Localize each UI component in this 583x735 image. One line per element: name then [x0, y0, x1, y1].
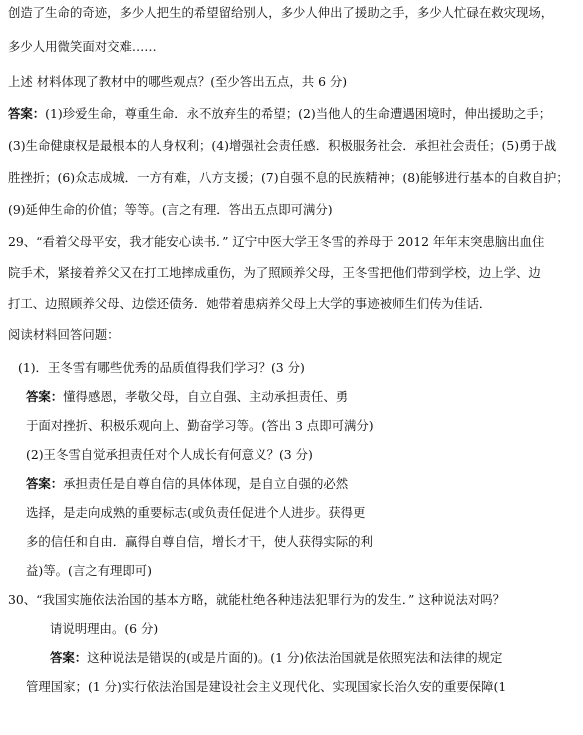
- answer-line: 答案：承担责任是自尊自信的具体体现，是自立自强的必然: [26, 476, 349, 491]
- question-line: 打工、边照顾养父母、边偿还债务．她带着患病养父母上大学的事迹被师生们传为佳话．: [8, 296, 492, 311]
- answer-line: (3)生命健康权是最根本的人身权利；(4)增强社会责任感．积极服务社会．承担社会责任；(5)勇于战: [8, 138, 557, 153]
- answer-line: 答案：懂得感恩，孝敬父母，自立自强、主动承担责任、勇: [26, 389, 349, 404]
- question-line: 院手术，紧接着养父又在打工地摔成重伤，为了照顾养父母，王冬雪把他们带到学校，边上学、边: [8, 265, 541, 280]
- answer-line: 胜挫折；(6)众志成城．一方有难，八方支援；(7)自强不息的民族精神；(8)能够进行基本的自救自护；: [8, 170, 569, 185]
- text-line: 多少人用微笑面对交难……: [8, 39, 157, 54]
- question-line: 上述 材料体现了教材中的哪些观点？(至少答出五点，共 6 分): [8, 74, 348, 89]
- answer-line: 多的信任和自由．赢得自尊自信，增长才干，使人获得实际的利: [26, 534, 373, 549]
- text-line: 创造了生命的奇迹，多少人把生的希望留给别人，多少人伸出了援助之手，多少人忙碌在救灾现场，: [8, 5, 554, 20]
- question-line: 30、“我国实施依法治国的基本方略，就能杜绝各种违法犯罪行为的发生．” 这种说法对吗？: [8, 592, 506, 607]
- answer-line: 于面对挫折、积极乐观向上、勤奋学习等。(答出 3 点即可满分): [26, 418, 374, 433]
- answer-line: 管理国家；(1 分)实行依法治国是建设社会主义现代化、实现国家长治久安的重要保障(1: [26, 679, 507, 694]
- question-line: 29、“看着父母平安，我才能安心读书．” 辽宁中医大学王冬雪的养母于 2012 年年末突患脑出血住: [8, 234, 545, 249]
- answer-label: 答案：: [8, 106, 46, 121]
- answer-line: 选择，是走向成熟的重要标志(或负责任促进个人进步。获得更: [26, 505, 366, 520]
- question-line: (2)王冬雪自觉承担责任对个人成长有何意义？(3 分): [26, 447, 313, 462]
- answer-label: 答案：: [26, 476, 64, 491]
- answer-label: 答案：: [26, 389, 64, 404]
- answer-line: (9)延伸生命的价值；等等。(言之有理．答出五点即可满分): [8, 202, 333, 217]
- instruction-line: 阅读材料回答问题：: [8, 327, 120, 342]
- answer-line: 益)等。(言之有理即可): [26, 563, 153, 578]
- answer-label: 答案：: [50, 650, 88, 665]
- question-line: (1)．王冬雪有哪些优秀的品质值得我们学习？(3 分): [18, 360, 305, 375]
- answer-line: 答案：(1)珍爱生命，尊重生命．永不放弃生的希望；(2)当他人的生命遭遇困境时，伸出援助之手；: [8, 106, 552, 121]
- question-line: 请说明理由。(6 分): [50, 621, 159, 636]
- answer-line: 答案：这种说法是错误的(或是片面的)。(1 分)依法治国就是依照宪法和法律的规定: [50, 650, 503, 665]
